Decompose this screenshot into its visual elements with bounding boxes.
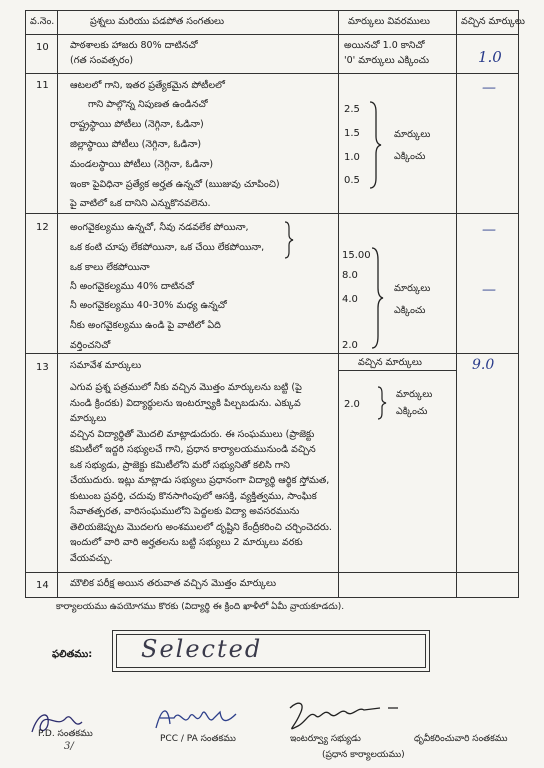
mark-value: 0.5 [344,175,360,186]
curly-brace-icon [283,220,295,260]
mark-value: 2.0 [344,399,360,410]
paragraph-line: సేవాతత్పరత, వారిసంఘములోని పెద్దలకు విద్యా అవసరమును [70,506,300,517]
mark-value: 2.5 [344,104,360,115]
mark-value: 2.0 [342,340,358,351]
row-text: మౌలిక పరీక్ష అయిన తరువాత వచ్చిన మొత్తం మార్కులు [70,578,276,589]
obtained-label: వచ్చిన మార్కులు [358,357,422,368]
interview-paragraph [70,380,336,566]
row-number: 13 [36,362,49,373]
signature-date-mark: 3/ [64,741,74,752]
row-text: ఇంకా పైవిధినా ప్రత్యేక అర్హత ఉన్నచో (ఋజువు చూపించి) [70,179,280,190]
row-number: 14 [36,580,49,591]
paragraph-line: ఒక సభ్యుడు, ప్రాజెక్టు కమిటీలోని మరో సభ్యునితో కలిసి గాని [70,459,290,471]
row-text: గాని పాల్గొన్న నిపుణత ఉండినచో [88,99,208,110]
row-text: ఒక కాలు లేకపోయినా [70,262,150,273]
signature-pcc-icon [150,700,250,734]
row-text: వర్తించనిచో [70,340,111,351]
mark-value: 15.00 [342,250,371,261]
brace-label: మార్కులు [394,283,431,294]
row-text: నీ అంగవైకల్యము 40% దాటినచో [70,281,194,292]
row-text: మండలస్థాయి పోటీలు (నెగ్గినా, ఓడినా) [70,159,214,170]
marks-text: '0' మార్కులు ఎక్కించు [344,55,430,66]
row-text: ఆటలలో గాని, ఇతర ప్రత్యేకమైన పోటీలలో [70,80,225,91]
paragraph-line: నుండి క్రిందకు) విద్యార్థులను ఇంటర్వ్యూకి పిల్చబడును. ఎక్కువ మార్కులు [70,397,301,424]
row-text: రాష్ట్రస్థాయి పోటీలు (నెగ్గినా, ఓడినా) [70,119,204,130]
row-text: నీకు అంగవైకల్యము ఉండి పై వాటిలో ఏది [70,320,221,331]
mark-value: 1.5 [344,128,360,139]
obtained-mark-dash: — [482,282,496,298]
signature-label: P.D. సంతకము [38,729,93,739]
brace-label: ఎక్కించు [394,305,426,316]
signature-label: ధృవీకరించువారి సంతకము [414,734,508,744]
curly-brace-icon [368,100,382,190]
mark-value: 1.0 [344,152,360,163]
header-questions: ప్రశ్నలు మరియు పడపోత సంగతులు [90,16,225,27]
mark-value: 4.0 [342,294,358,305]
row-text: పాఠశాలకు హాజరు 80% దాటినచో [70,40,198,51]
row-text: జిల్లాస్థాయి పోటీలు (నెగ్గినా, ఓడినా) [70,139,202,150]
mark-value: 8.0 [342,270,358,281]
brace-label: ఎక్కించు [396,406,428,417]
brace-label: మార్కులు [396,389,433,400]
result-label: ఫలితము: [52,649,93,660]
obtained-mark-handwritten: 9.0 [472,357,495,373]
result-box [112,630,430,672]
signature-interview-member-icon [280,698,420,738]
brace-label: ఎక్కించు [394,151,426,162]
paragraph-line: ఇందులో వారి వారి అర్హతలను బట్టి సభ్యులు 2 మార్కులు వరకు [70,537,303,548]
row-text: అంగవైకల్యము ఉన్నచో, నీవు నడవలేక పోయినా, [70,222,249,233]
header-marks-details: మార్కులు వివరములు [348,16,430,27]
marks-text: అయినచో 1.0 కానిచో [344,40,425,51]
row-title: సమావేశ మార్కులు [70,360,142,371]
result-handwritten: Selected [141,635,263,663]
curly-brace-icon [370,246,384,350]
paragraph-line: కమిటీలో ఇద్దరి సభ్యులచే గాని, ప్రధాన కార్యాలయమునుండి వచ్చిన [70,444,316,455]
paragraph-line: చేయుదురు. ఇట్లు మాట్లాడు సభ్యులు ప్రధానంగా విద్యార్థి ఆర్థిక స్తోమత, [70,475,330,486]
office-use-note: కార్యాలయము ఉపయోగము కొరకు (విద్యార్థి ఈ క్రింది ఖాళీలో ఏమీ వ్రాయకూడదు). [56,602,345,612]
row-number: 12 [36,222,49,233]
obtained-mark-dash: — [482,80,496,96]
row-number: 11 [36,80,49,91]
obtained-mark-dash: — [482,222,496,238]
signature-label: ఇంటర్వ్యూ సభ్యుడు [290,734,361,744]
row-text: నీ అంగవైకల్యము 40-30% మధ్య ఉన్నచో [70,300,227,311]
obtained-mark-handwritten: 1.0 [478,48,502,66]
paragraph-line: వేయవచ్చు. [70,552,113,564]
signature-sublabel: (ప్రధాన కార్యాలయము) [322,750,405,760]
row-text: పై వాటిలో ఒక దానిని ఎన్నుకొనవలెను. [70,198,211,209]
paragraph-line: ఎగువ ప్రశ్న పత్రములో నీకు వచ్చిన మొత్తం మార్కులను బట్టి (పై [70,382,302,393]
brace-label: మార్కులు [394,129,431,140]
header-marks-obtained: వచ్చిన మార్కులు [461,16,525,27]
row-number: 10 [36,42,49,53]
curly-brace-icon [376,385,388,421]
row-text: ఒక కంటి చూపు లేకపోయినా, ఒక చేయి లేకపోయినా, [70,242,265,253]
signature-label: PCC / PA సంతకము [160,734,236,744]
row-text: (గత సంవత్సరం) [70,55,134,66]
paragraph-line: తెలియజెప్పుట మొదలగు అంశములలో దృష్టిని కేంద్రీకరించి చర్చించెదరు. [70,521,332,533]
header-sno: వ.నెం. [30,16,55,27]
paragraph-line: కుటుంబ ప్రవర్తి, చదువు కొనసాగింపులో ఆసక్తి, వ్యక్తిత్వము, సాంఘిక [70,490,317,502]
paragraph-line: వచ్చిన విద్యార్థితో మొదలి మాట్లాడుదురు. ఈ సంఘములు (ప్రాజెక్టు [70,428,315,440]
